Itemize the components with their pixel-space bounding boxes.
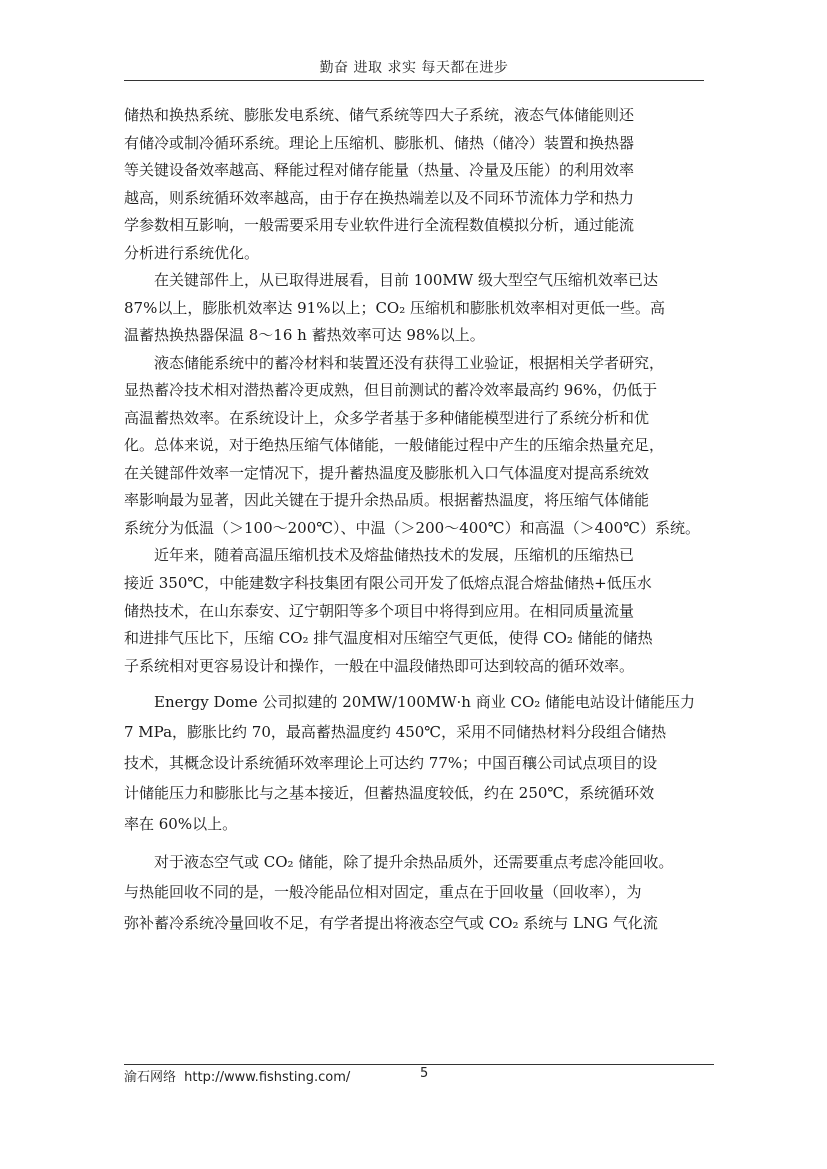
text-line: 技术，其概念设计系统循环效率理论上可达约 77%；中国百穰公司试点项目的设	[124, 753, 658, 772]
paragraph	[124, 350, 706, 543]
header-divider	[124, 80, 704, 81]
text-line: 接近 350℃，中能建数字科技集团有限公司开发了低熔点混合熔盐储热+低压水	[124, 573, 652, 592]
text-line: 有储冷或制冷循环系统。理论上压缩机、膨胀机、储热（储冷）装置和换热器	[124, 133, 635, 152]
page-number: 5	[420, 1066, 429, 1081]
paragraph	[124, 847, 706, 938]
text-line: 计储能压力和膨胀比与之基本接近，但蓄热温度较低，约在 250℃，系统循环效	[124, 784, 655, 803]
text-line: 系统分为低温（＞100～200℃）、中温（＞200～400℃）和高温（＞400℃）系统。	[124, 518, 700, 537]
text-line: 和进排气压比下，压缩 CO₂ 排气温度相对压缩空气更低，使得 CO₂ 储能的储热	[124, 629, 653, 648]
text-line: 子系统相对更容易设计和操作，一般在中温段储热即可达到较高的循环效率。	[124, 657, 635, 676]
text-line: 7 MPa，膨胀比约 70，最高蓄热温度约 450℃，采用不同储热材料分段组合储热	[124, 723, 667, 742]
paragraph	[124, 687, 706, 839]
text-line: 87%以上，膨胀机效率达 91%以上；CO₂ 压缩机和膨胀机效率相对更低一些。高	[124, 298, 666, 317]
text-line: 率在 60%以上。	[124, 814, 238, 833]
text-line: 液态储能系统中的蓄冷材料和装置还没有获得工业验证，根据相关学者研究，	[124, 353, 665, 372]
text-line: 学参数相互影响，一般需要采用专业软件进行全流程数值模拟分析，通过能流	[124, 216, 635, 234]
text-line: 弥补蓄冷系统冷量回收不足，有学者提出将液态空气或 CO₂ 系统与 LNG 气化流	[124, 913, 658, 932]
footer-url-link[interactable]: http://www.fishsting.com/	[184, 1070, 351, 1085]
body-text	[124, 102, 706, 938]
text-line: 分析进行系统优化。	[124, 243, 260, 262]
text-line: 化。总体来说，对于绝热压缩气体储能，一般储能过程中产生的压缩余热量充足，	[124, 436, 665, 454]
text-line: Energy Dome 公司拟建的 20MW/100MW·h 商业 CO₂ 储能电站设计储能压力	[124, 692, 696, 711]
paragraph	[124, 102, 706, 267]
text-line: 储热和换热系统、膨胀发电系统、储气系统等四大子系统，液态气体储能则还	[124, 106, 635, 124]
text-line: 显热蓄冷技术相对潜热蓄冷更成熟，但目前测试的蓄冷效率最高约 96%，仍低于	[124, 381, 658, 399]
text-line: 高温蓄热效率。在系统设计上，众多学者基于多种储能模型进行了系统分析和优	[124, 408, 650, 427]
text-line: 越高，则系统循环效率越高，由于存在换热端差以及不同环节流体力学和热力	[124, 188, 635, 207]
text-line: 储热技术，在山东泰安、辽宁朝阳等多个项目中将得到应用。在相同质量流量	[124, 601, 635, 620]
footer-divider	[124, 1064, 714, 1065]
text-line: 在关键部件效率一定情况下，提升蓄热温度及膨胀机入口气体温度对提高系统效	[124, 463, 650, 482]
text-line: 等关键设备效率越高、释能过程对储存能量（热量、冷量及压能）的利用效率	[124, 161, 635, 179]
text-line: 近年来，随着高温压缩机技术及熔盐储热技术的发展，压缩机的压缩热已	[124, 546, 635, 564]
page-footer	[124, 1066, 350, 1085]
text-line: 率影响最为显著，因此关键在于提升余热品质。根据蓄热温度，将压缩气体储能	[124, 491, 650, 509]
text-line: 对于液态空气或 CO₂ 储能，除了提升余热品质外，还需要重点考虑冷能回收。	[124, 853, 674, 872]
paragraph	[124, 542, 706, 681]
text-line: 温蓄热换热器保温 8～16 h 蓄热效率可达 98%以上。	[124, 326, 485, 344]
text-line: 与热能回收不同的是，一般冷能品位相对固定，重点在于回收量（回收率），为	[124, 883, 642, 902]
paragraph	[124, 267, 706, 350]
text-line: 在关键部件上，从已取得进展看，目前 100MW 级大型空气压缩机效率已达	[124, 271, 658, 289]
page-header: 勤奋 进取 求实 每天都在进步	[319, 60, 509, 76]
footer-site-name: 渝石网络	[124, 1070, 177, 1085]
